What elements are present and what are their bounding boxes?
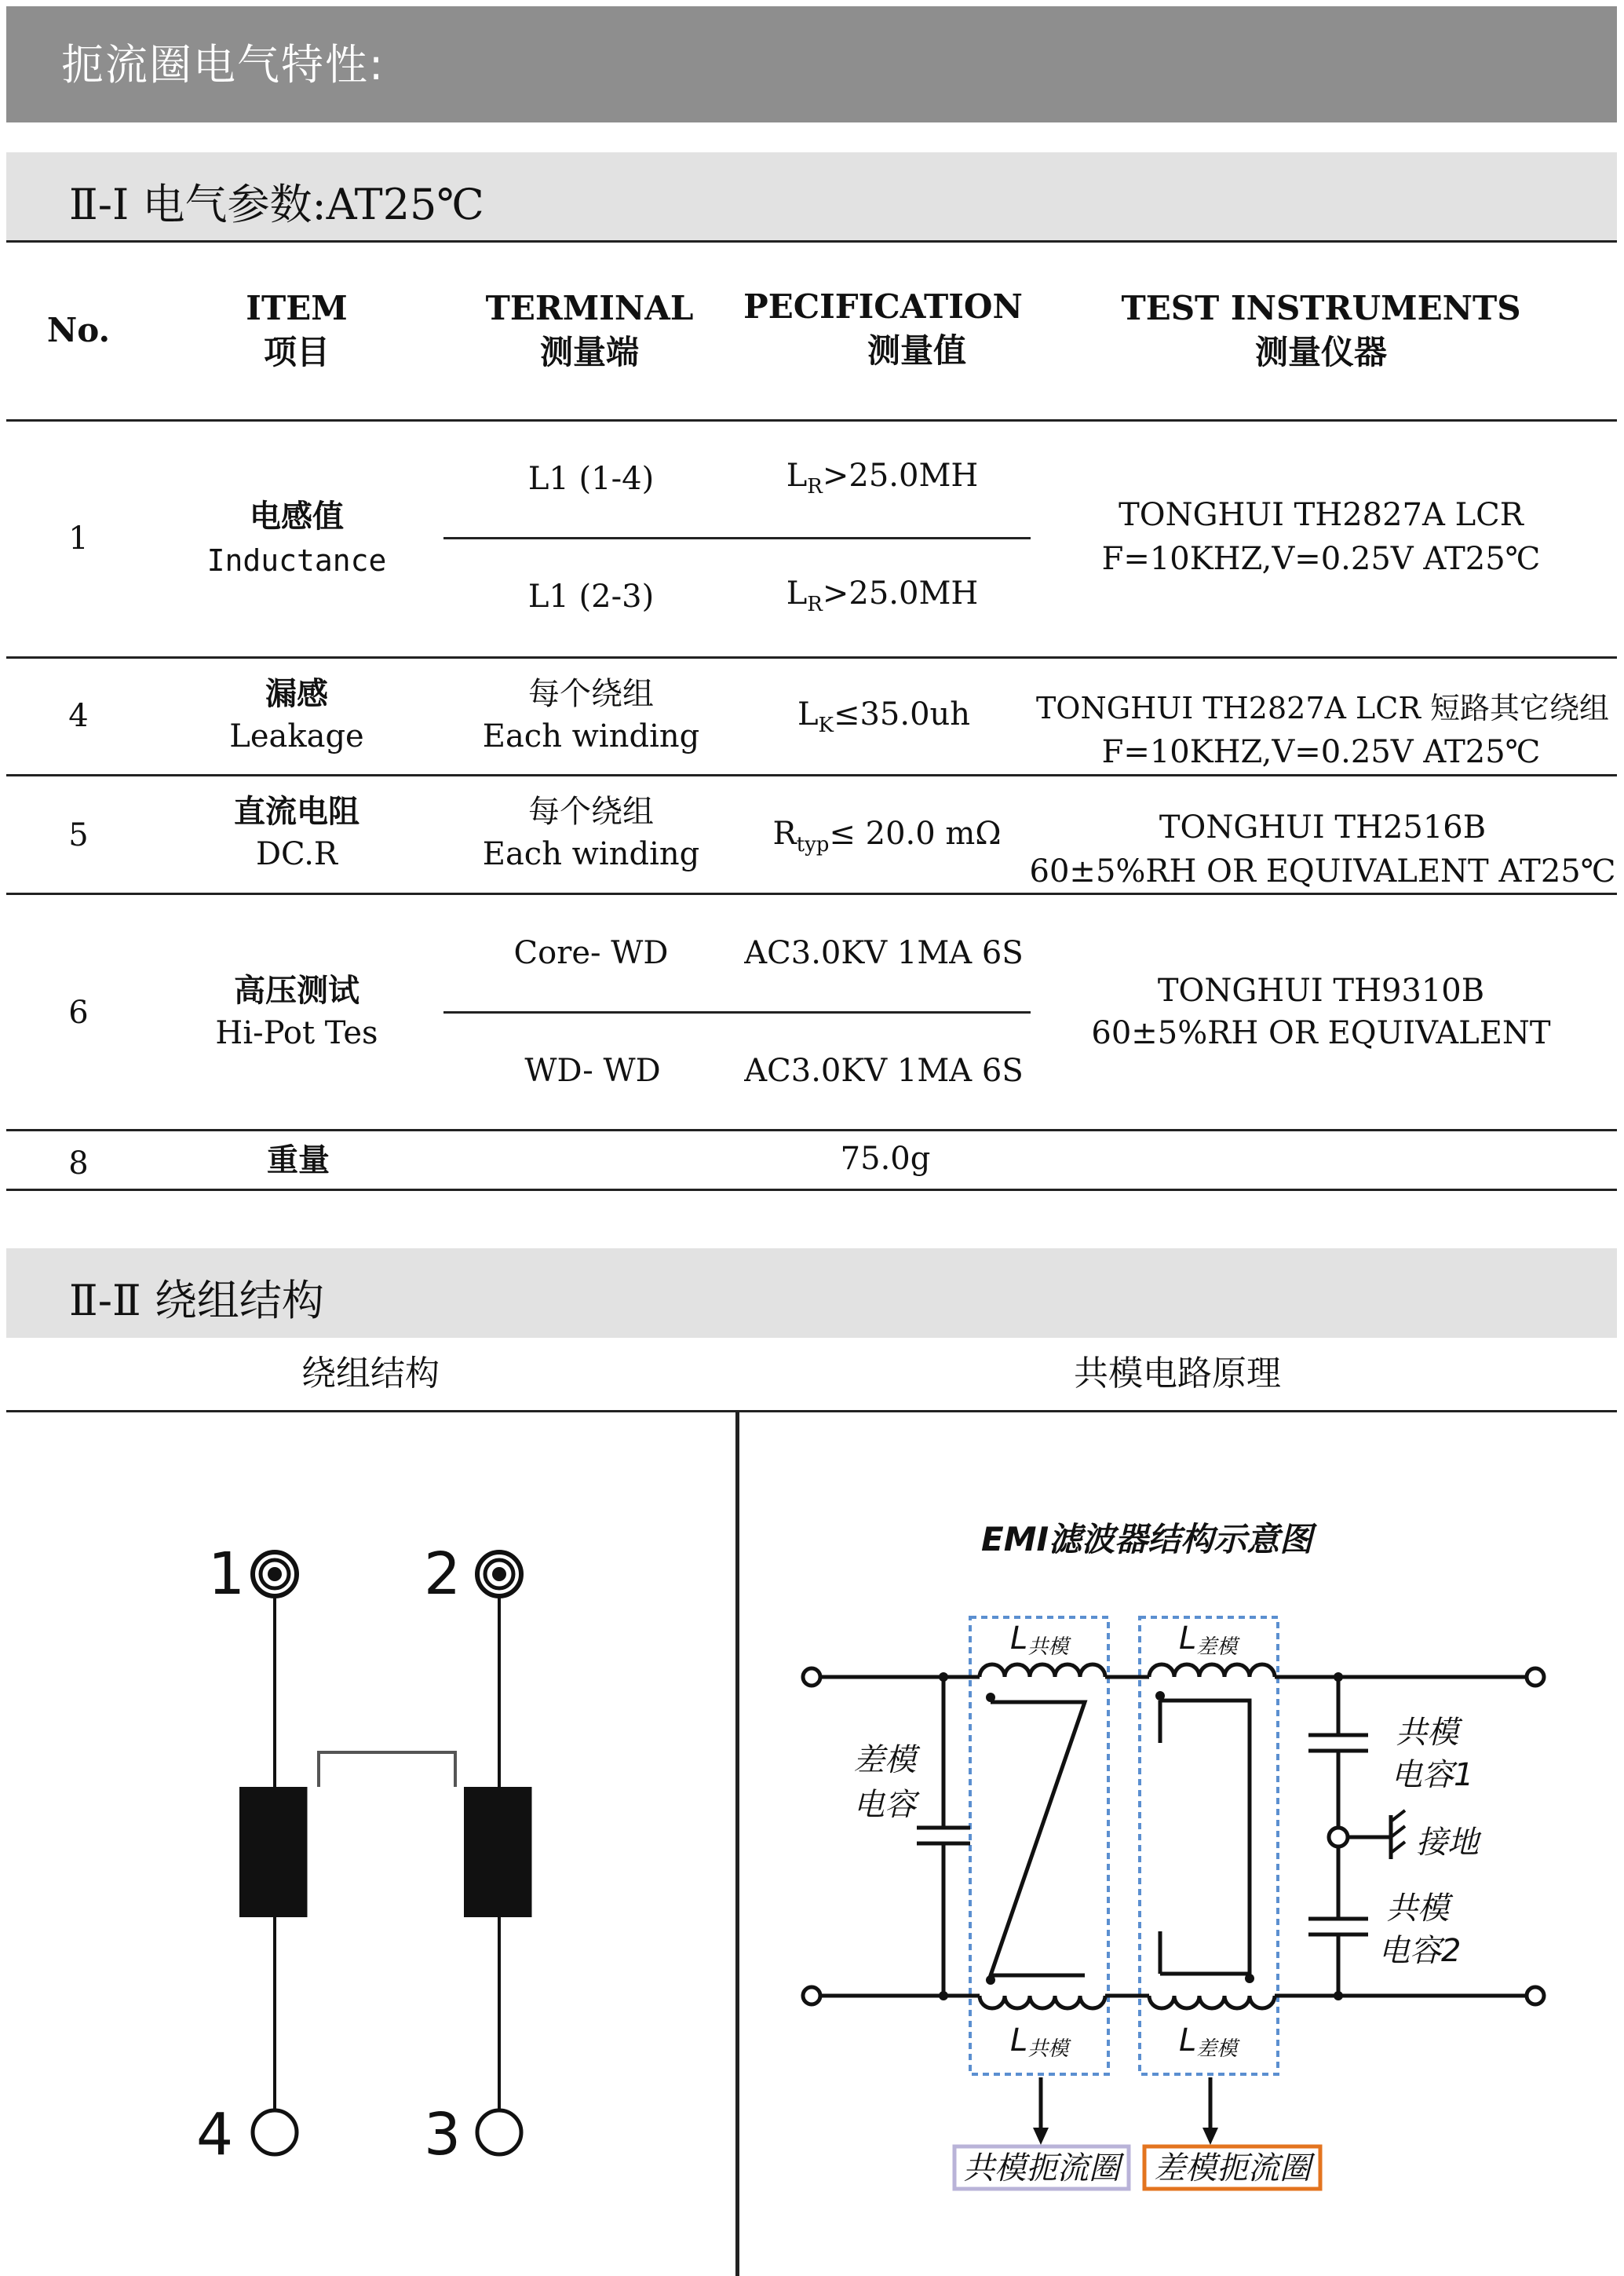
dm-inductor-bottom: [1149, 1996, 1275, 2008]
terminal-cn: 每个绕组: [528, 794, 654, 830]
dm-cap-label: 电容: [853, 1787, 916, 1823]
dm-inductor-label: L差模: [1179, 2022, 1238, 2061]
ground-label: 接地: [1416, 1825, 1479, 1861]
panel-header-rule: [6, 1410, 1617, 1412]
coil-left: [239, 1787, 308, 1917]
terminal-cn: 每个绕组: [528, 676, 654, 712]
pin-label: 1: [208, 1540, 246, 1608]
col-header-no: No.: [46, 311, 111, 349]
item-cn: 电感值: [250, 499, 344, 535]
col-header-instr-cn: 测量仪器: [1254, 333, 1388, 371]
instrument-condition: 60±5%RH OR EQUIVALENT AT25℃: [1029, 853, 1616, 890]
dm-cap-label: 差模: [853, 1742, 916, 1778]
terminal: L1 (2-3): [527, 579, 655, 615]
instrument-condition: F=10KHZ,V=0.25V AT25℃: [1101, 734, 1541, 770]
arrow-down: [1033, 2128, 1049, 2145]
instrument: TONGHUI TH2827A LCR 短路其它绕组: [1035, 691, 1610, 725]
input-terminal: [803, 1987, 820, 2004]
cm-cap1-label: 电容1: [1391, 1757, 1474, 1793]
emi-filter-diagram: [739, 1413, 1617, 2276]
core-bridge: [319, 1752, 455, 1787]
pin-2: [477, 1552, 521, 1596]
spec-value: AC3.0KV 1MA 6S: [744, 1053, 1024, 1089]
cm-inductor-label: L共模: [1010, 1620, 1069, 1659]
cm-inductor-top: [980, 1664, 1105, 1677]
panel-title-winding: 绕组结构: [301, 1354, 440, 1394]
row-divider: [6, 774, 1617, 776]
row-divider: [6, 1129, 1617, 1131]
emi-title: EMI滤波器结构示意图: [981, 1520, 1313, 1558]
row-divider: [6, 656, 1617, 659]
input-terminal: [803, 1668, 820, 1686]
dm-core: [1160, 1701, 1250, 1974]
cm-choke-label: 共模扼流圈: [963, 2150, 1120, 2186]
pin-label: 4: [196, 2101, 234, 2168]
dm-inductor-top: [1149, 1664, 1275, 1677]
pin-label: 2: [424, 1540, 462, 1608]
cm-cap2-label: 共模: [1386, 1891, 1449, 1927]
row-divider: [443, 1011, 1031, 1014]
col-header-spec-en: PECIFICATION: [743, 287, 1023, 326]
instrument: TONGHUI TH2827A LCR: [1119, 497, 1524, 533]
arrow-down: [1202, 2128, 1218, 2145]
row-no: 6: [68, 995, 89, 1031]
coil-right: [464, 1787, 533, 1917]
item-en: DC.R: [255, 836, 338, 872]
pin-3: [477, 2110, 521, 2154]
col-header-terminal-en: TERMINAL: [485, 289, 694, 327]
pin-4: [253, 2110, 297, 2154]
pin-label: 3: [424, 2101, 462, 2168]
weight-value: 75.0g: [840, 1141, 931, 1177]
terminal: Core- WD: [513, 935, 669, 971]
item-cn: 漏感: [265, 676, 328, 712]
winding-diagram: [0, 1413, 735, 2276]
instrument: TONGHUI TH9310B: [1157, 973, 1485, 1009]
section-title-electrical: Ⅱ-Ⅰ 电气参数:AT25℃: [69, 180, 484, 229]
instrument: TONGHUI TH2516B: [1159, 809, 1487, 846]
item-en: Leakage: [229, 718, 364, 754]
spec-value: $L_K\le 35.0uh$: [797, 696, 971, 737]
terminal-en: Each winding: [482, 836, 700, 872]
instrument-condition: F=10KHZ,V=0.25V AT25℃: [1101, 541, 1541, 577]
item-cn: 直流电阻: [234, 794, 359, 830]
row-no: 4: [68, 698, 89, 734]
item-en: Hi-Pot Tes: [215, 1015, 378, 1051]
col-header-instr-en: TEST INSTRUMENTS: [1121, 289, 1521, 327]
cm-core: [991, 1702, 1085, 1975]
panel-title-circuit: 共模电路原理: [1074, 1354, 1281, 1394]
page-title: 扼流圈电气特性:: [61, 40, 385, 90]
ground-node: [1329, 1828, 1348, 1847]
item-cn: 高压测试: [234, 973, 359, 1009]
spec-value: $L_R>25.0MH$: [786, 458, 979, 499]
row-no: 1: [68, 521, 89, 557]
table-header-rule: [6, 419, 1617, 422]
output-terminal: [1527, 1668, 1544, 1686]
terminal: WD- WD: [524, 1053, 661, 1089]
section-title-winding: Ⅱ-Ⅱ 绕组结构: [69, 1276, 324, 1325]
row-no: 8: [68, 1145, 89, 1182]
item-cn: 重量: [267, 1142, 330, 1178]
terminal-en: Each winding: [482, 718, 700, 754]
col-header-item-cn: 项目: [263, 333, 330, 371]
cm-inductor-label: L共模: [1010, 2022, 1069, 2061]
table-top-rule: [6, 240, 1617, 243]
dm-inductor-label: L差模: [1179, 1620, 1238, 1659]
dm-choke-label: 差模扼流圈: [1154, 2150, 1311, 2186]
instrument-condition: 60±5%RH OR EQUIVALENT: [1091, 1015, 1551, 1051]
col-header-terminal-cn: 测量端: [539, 333, 640, 371]
row-divider: [443, 537, 1031, 539]
row-no: 5: [68, 817, 89, 853]
col-header-spec-cn: 测量值: [867, 331, 967, 370]
table-bottom-rule: [6, 1189, 1617, 1191]
item-en: Inductance: [206, 543, 387, 578]
spec-value: $L_R>25.0MH$: [786, 575, 979, 616]
pin-1: [253, 1552, 297, 1596]
output-terminal: [1527, 1987, 1544, 2004]
cm-inductor-bottom: [980, 1996, 1105, 2008]
cm-cap1-label: 共模: [1396, 1715, 1458, 1751]
cm-cap2-label: 电容2: [1378, 1933, 1462, 1969]
col-header-item-en: ITEM: [246, 289, 348, 327]
spec-value: AC3.0KV 1MA 6S: [744, 935, 1024, 971]
spec-value: $R_{typ}\le 20.0$ mΩ: [772, 816, 1002, 857]
terminal: L1 (1-4): [527, 461, 655, 497]
